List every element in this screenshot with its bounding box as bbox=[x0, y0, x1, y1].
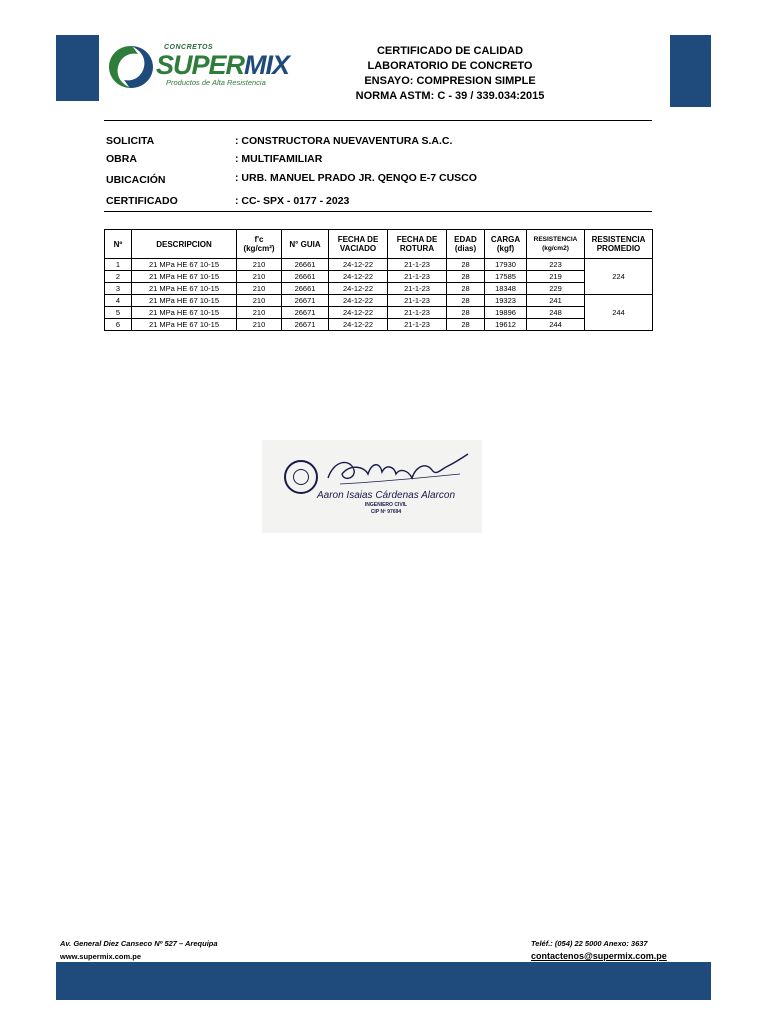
cell-descripcion: 21 MPa HE 67 10-15 bbox=[132, 319, 237, 331]
col-carga bbox=[485, 230, 527, 259]
cell-resistencia: 229 bbox=[527, 283, 585, 295]
cell-rotura: 21-1-23 bbox=[388, 307, 447, 319]
cell-n: 5 bbox=[105, 307, 132, 319]
col-vaciado-a: FECHA DE bbox=[337, 235, 379, 244]
logo-brand-mix: MIX bbox=[244, 50, 290, 80]
cell-rotura: 21-1-23 bbox=[388, 271, 447, 283]
cell-edad: 28 bbox=[447, 271, 485, 283]
cell-descripcion: 21 MPa HE 67 10-15 bbox=[132, 271, 237, 283]
seal-icon bbox=[284, 460, 318, 494]
divider-top bbox=[104, 120, 652, 121]
cell-vaciado: 24-12-22 bbox=[329, 307, 388, 319]
title-line-2: LABORATORIO DE CONCRETO bbox=[367, 60, 533, 72]
table-header-row bbox=[105, 230, 653, 259]
obra-label: OBRA bbox=[106, 153, 137, 165]
solicita-value: : CONSTRUCTORA NUEVAVENTURA S.A.C. bbox=[235, 135, 453, 147]
cell-promedio-group-2: 244 bbox=[585, 295, 653, 331]
cell-descripcion: 21 MPa HE 67 10-15 bbox=[132, 307, 237, 319]
table-row bbox=[105, 271, 653, 283]
cell-n: 4 bbox=[105, 295, 132, 307]
cell-guia: 26661 bbox=[282, 283, 329, 295]
col-promedio-a: RESISTENCIA bbox=[591, 235, 646, 244]
cell-fc: 210 bbox=[237, 307, 282, 319]
cell-guia: 26661 bbox=[282, 259, 329, 271]
cell-n: 2 bbox=[105, 271, 132, 283]
ubicacion-label: UBICACIÓN bbox=[106, 174, 166, 186]
cell-rotura: 21-1-23 bbox=[388, 283, 447, 295]
col-rotura-b: ROTURA bbox=[399, 244, 435, 253]
col-guia: N° GUIA bbox=[282, 230, 329, 259]
cell-carga: 17930 bbox=[485, 259, 527, 271]
col-resistencia bbox=[527, 230, 585, 259]
footer-email-link[interactable]: contactenos@supermix.com.pe bbox=[531, 951, 667, 961]
cell-fc: 210 bbox=[237, 283, 282, 295]
cell-edad: 28 bbox=[447, 319, 485, 331]
col-n: Nº bbox=[105, 230, 132, 259]
table-row bbox=[105, 295, 653, 307]
supermix-logo bbox=[106, 42, 290, 92]
footer-band bbox=[56, 962, 711, 1000]
signature-icon bbox=[320, 448, 470, 490]
logo-tagline: Productos de Alta Resistencia bbox=[166, 78, 266, 87]
footer-website[interactable]: www.supermix.com.pe bbox=[60, 952, 141, 961]
col-carga-a: CARGA bbox=[490, 235, 521, 244]
results-table bbox=[104, 229, 653, 331]
header-left-block bbox=[56, 35, 99, 101]
cell-n: 1 bbox=[105, 259, 132, 271]
cell-promedio-group-1: 224 bbox=[585, 259, 653, 295]
logo-brand bbox=[156, 50, 289, 81]
cell-vaciado: 24-12-22 bbox=[329, 259, 388, 271]
col-edad bbox=[447, 230, 485, 259]
logo-top-text: CONCRETOS bbox=[164, 44, 214, 51]
footer-phone: Teléf.: (054) 22 5000 Anexo: 3637 bbox=[531, 939, 648, 948]
col-promedio bbox=[585, 230, 653, 259]
col-edad-b: (dias) bbox=[454, 244, 477, 253]
engineer-cip: CIP Nº 97694 bbox=[370, 509, 402, 515]
document-title bbox=[320, 44, 580, 104]
cell-carga: 19896 bbox=[485, 307, 527, 319]
engineer-stamp bbox=[262, 440, 482, 533]
cell-guia: 26671 bbox=[282, 295, 329, 307]
col-descripcion: DESCRIPCION bbox=[132, 230, 237, 259]
ubicacion-value: : URB. MANUEL PRADO JR. QENQO E-7 CUSCO bbox=[235, 172, 477, 184]
certificado-value: : CC- SPX - 0177 - 2023 bbox=[235, 195, 350, 207]
cell-descripcion: 21 MPa HE 67 10-15 bbox=[132, 259, 237, 271]
table-row bbox=[105, 259, 653, 271]
col-vaciado-b: VACIADO bbox=[339, 244, 377, 253]
cell-fc: 210 bbox=[237, 271, 282, 283]
cell-resistencia: 244 bbox=[527, 319, 585, 331]
cell-carga: 19323 bbox=[485, 295, 527, 307]
cell-edad: 28 bbox=[447, 295, 485, 307]
title-line-1: CERTIFICADO DE CALIDAD bbox=[376, 45, 524, 57]
col-resistencia-b: (kg/cm2) bbox=[542, 245, 569, 252]
cell-rotura: 21-1-23 bbox=[388, 319, 447, 331]
cell-descripcion: 21 MPa HE 67 10-15 bbox=[132, 283, 237, 295]
col-edad-a: EDAD bbox=[454, 235, 477, 244]
cell-resistencia: 219 bbox=[527, 271, 585, 283]
divider-bottom bbox=[104, 211, 652, 212]
cell-carga: 17585 bbox=[485, 271, 527, 283]
cell-carga: 18348 bbox=[485, 283, 527, 295]
footer-address: Av. General Diez Canseco Nº 527 – Arequipa bbox=[60, 939, 218, 948]
cell-guia: 26671 bbox=[282, 307, 329, 319]
logo-swirl-icon bbox=[106, 42, 156, 92]
col-rotura bbox=[388, 230, 447, 259]
cell-fc: 210 bbox=[237, 259, 282, 271]
logo-brand-super: SUPER bbox=[156, 50, 245, 80]
header-right-block bbox=[670, 35, 711, 107]
obra-value: : MULTIFAMILIAR bbox=[235, 153, 323, 165]
col-promedio-b: PROMEDIO bbox=[596, 244, 641, 253]
engineer-role: INGENIERO CIVIL bbox=[364, 502, 408, 508]
table-row bbox=[105, 307, 653, 319]
col-fc-b: (kg/cm²) bbox=[243, 244, 275, 253]
cell-resistencia: 241 bbox=[527, 295, 585, 307]
cell-resistencia: 223 bbox=[527, 259, 585, 271]
cell-fc: 210 bbox=[237, 319, 282, 331]
col-fc-a: f'c bbox=[254, 235, 264, 244]
cell-vaciado: 24-12-22 bbox=[329, 283, 388, 295]
cell-rotura: 21-1-23 bbox=[388, 259, 447, 271]
cell-guia: 26661 bbox=[282, 271, 329, 283]
col-carga-b: (kgf) bbox=[496, 244, 515, 253]
cell-edad: 28 bbox=[447, 259, 485, 271]
cell-n: 3 bbox=[105, 283, 132, 295]
cell-vaciado: 24-12-22 bbox=[329, 295, 388, 307]
title-line-4: NORMA ASTM: C - 39 / 339.034:2015 bbox=[355, 90, 545, 102]
table-row bbox=[105, 319, 653, 331]
col-vaciado bbox=[329, 230, 388, 259]
cell-carga: 19612 bbox=[485, 319, 527, 331]
cell-vaciado: 24-12-22 bbox=[329, 271, 388, 283]
col-rotura-a: FECHA DE bbox=[396, 235, 438, 244]
cell-fc: 210 bbox=[237, 295, 282, 307]
cell-rotura: 21-1-23 bbox=[388, 295, 447, 307]
cell-resistencia: 248 bbox=[527, 307, 585, 319]
title-line-3: ENSAYO: COMPRESION SIMPLE bbox=[364, 75, 536, 87]
engineer-name: Aaron Isaias Cárdenas Alarcon bbox=[316, 490, 456, 501]
table-row bbox=[105, 283, 653, 295]
cell-n: 6 bbox=[105, 319, 132, 331]
cell-edad: 28 bbox=[447, 307, 485, 319]
cell-vaciado: 24-12-22 bbox=[329, 319, 388, 331]
cell-edad: 28 bbox=[447, 283, 485, 295]
cell-guia: 26671 bbox=[282, 319, 329, 331]
col-resistencia-a: RESISTENCIA bbox=[533, 236, 578, 243]
solicita-label: SOLICITA bbox=[106, 135, 155, 147]
certificado-label: CERTIFICADO bbox=[106, 195, 178, 207]
col-fc bbox=[237, 230, 282, 259]
cell-descripcion: 21 MPa HE 67 10-15 bbox=[132, 295, 237, 307]
